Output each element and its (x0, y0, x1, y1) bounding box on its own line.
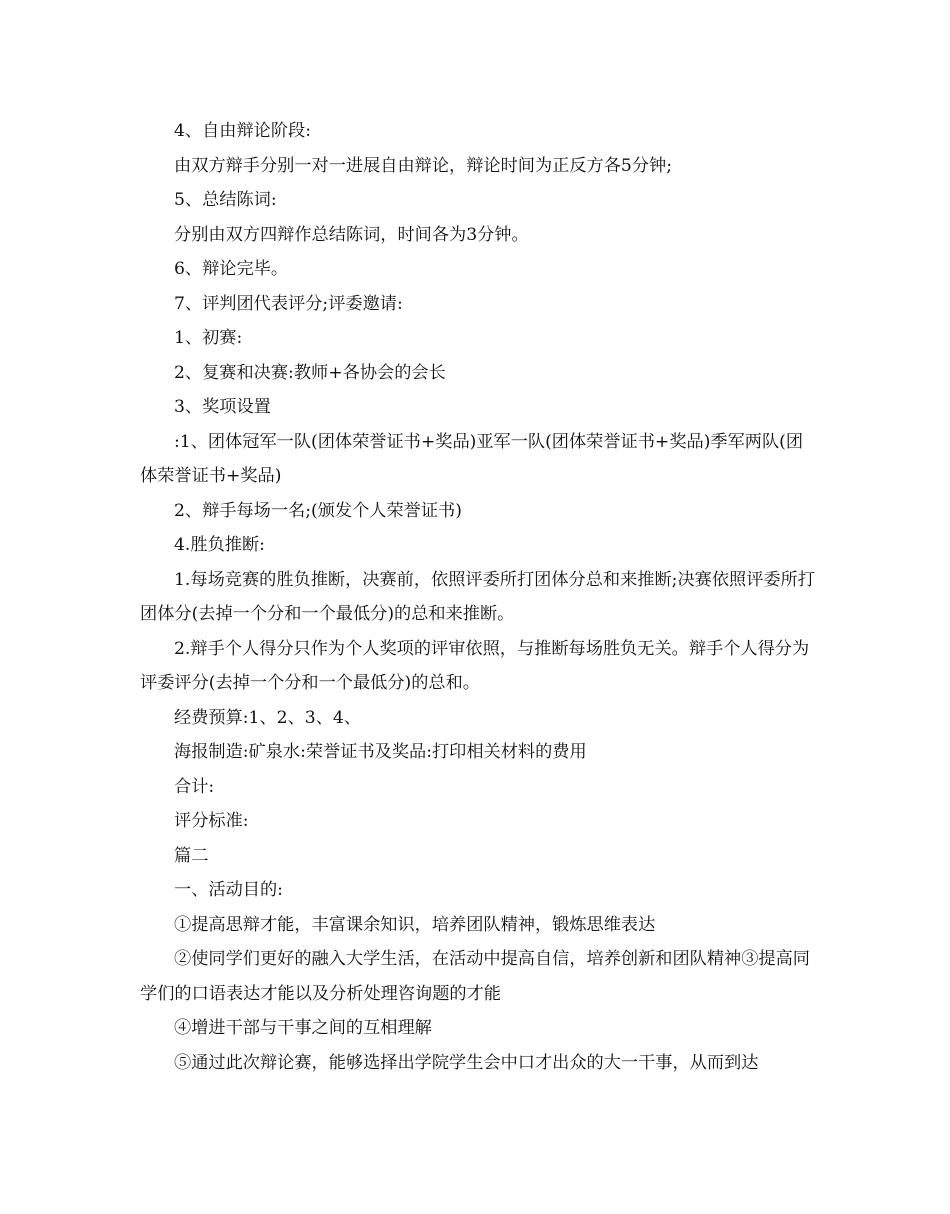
paragraph-7: 1、初赛: (174, 328, 243, 348)
paragraph-14: 2.辩手个人得分只作为个人奖项的评审依照，与推断每场胜负无关。辩手个人得分为评委评分(去掉一个分和一个最低分)的总和。 (140, 638, 810, 693)
paragraph-22: ②使同学们更好的融入大学生活，在活动中提高自信，培养创新和团队精神③提高同学们的口语表达才能以及分析处理咨询题的才能 (140, 949, 810, 1004)
paragraph-15: 经费预算:1、2、3、4、 (174, 707, 362, 728)
paragraph-16: 海报制造:矿泉水:荣誉证书及奖品:打印相关材料的费用 (174, 742, 587, 762)
paragraph-24: ⑤通过此次辩论赛，能够选择出学院学生会中口才出众的大一干事，从而到达 (174, 1052, 759, 1073)
paragraph-13: 1.每场竞赛的胜负推断，决赛前，依照评委所打团体分总和来推断;决赛依照评委所打团体分(去掉一个分和一个最低分)的总和来推断。 (140, 569, 815, 624)
paragraph-20: 一、活动目的: (174, 880, 283, 900)
paragraph-2: 由双方辩手分别一对一进展自由辩论，辩论时间为正反方各5分钟; (174, 155, 672, 176)
paragraph-6: 7、评判团代表评分;评委邀请: (174, 293, 403, 314)
paragraph-11: 2、辩手每场一名;(颁发个人荣誉证书) (174, 500, 462, 521)
paragraph-10: :1、团体冠军一队(团体荣誉证书+奖品)亚军一队(团体荣誉证书+奖品)季军两队(团体荣誉证书+奖品) (140, 431, 804, 486)
paragraph-3: 5、总结陈词: (174, 190, 277, 210)
paragraph-9: 3、奖项设置 (174, 397, 271, 417)
paragraph-5: 6、辩论完毕。 (174, 259, 289, 279)
paragraph-1: 4、自由辩论阶段: (174, 121, 312, 141)
document-body (140, 114, 820, 1080)
paragraph-19: 篇二 (174, 845, 209, 866)
paragraph-21: ①提高思辩才能，丰富课余知识，培养团队精神，锻炼思维表达 (174, 914, 656, 935)
paragraph-23: ④增进干部与干事之间的互相理解 (174, 1018, 432, 1038)
paragraph-4: 分别由双方四辩作总结陈词，时间各为3分钟。 (174, 224, 529, 245)
paragraph-18: 评分标准: (174, 811, 249, 831)
paragraph-17: 合计: (174, 776, 215, 797)
paragraph-8: 2、复赛和决赛:教师+各协会的会长 (174, 362, 446, 383)
paragraph-12: 4.胜负推断: (174, 535, 265, 555)
